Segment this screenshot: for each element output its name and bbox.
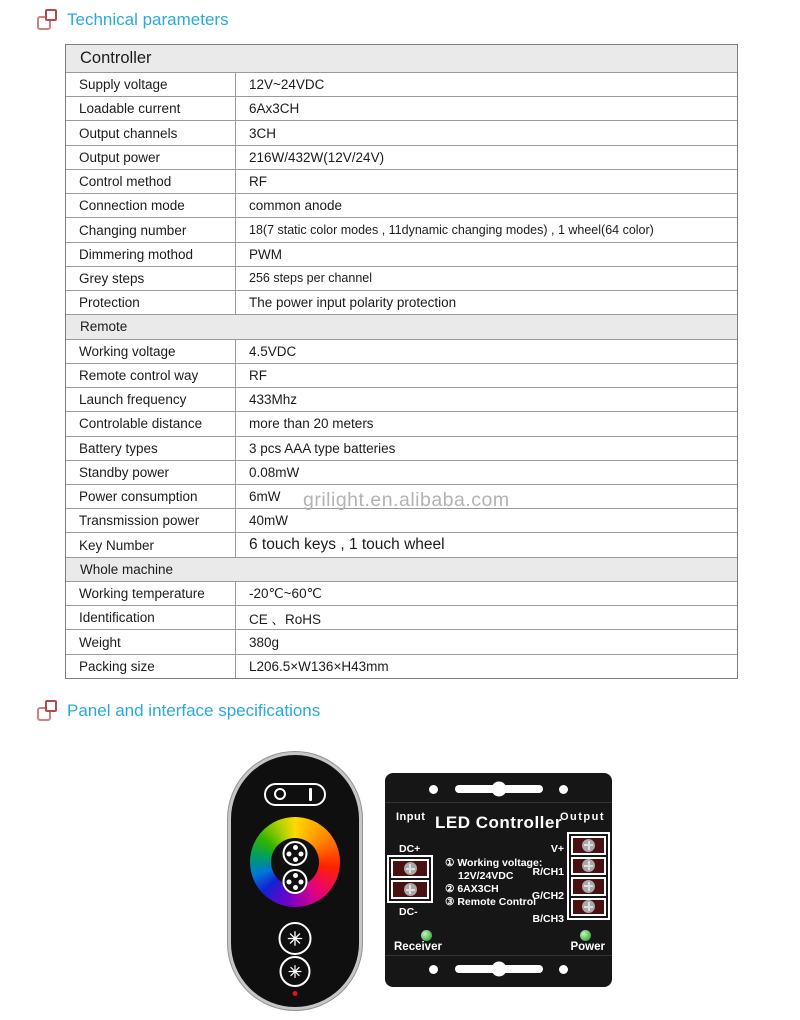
- screw-terminal: [391, 880, 429, 899]
- table-row: [66, 411, 737, 435]
- flange-divider: [385, 955, 612, 956]
- channel-label: G/CH2: [531, 889, 564, 902]
- input-label: Input: [396, 811, 426, 823]
- spec-label: Working voltage: [66, 340, 236, 363]
- table-row: [66, 436, 737, 460]
- table-row: [66, 581, 737, 605]
- spec-value: The power input polarity protection: [249, 295, 457, 311]
- spec-value: RF: [249, 174, 267, 190]
- overlapping-squares-icon: [36, 8, 60, 32]
- spec-label: Standby power: [66, 461, 236, 484]
- input-terminal-block: [387, 855, 433, 903]
- table-row: [66, 339, 737, 363]
- channel-label: B/CH3: [532, 912, 564, 925]
- table-row: [66, 120, 737, 144]
- spec-value: 3CH: [249, 125, 277, 141]
- mounting-hole: [429, 785, 438, 794]
- channel-label: R/CH1: [532, 866, 564, 879]
- table-section-row: [66, 45, 737, 72]
- overlapping-squares-icon: [36, 699, 60, 723]
- screw-icon: [404, 883, 417, 896]
- table-row: [66, 654, 737, 678]
- spec-value: 433Mhz: [249, 392, 298, 408]
- mounting-hole: [559, 965, 568, 974]
- spec-value: -20℃~60℃: [249, 585, 322, 601]
- spec-value: common anode: [249, 198, 343, 214]
- spec-label: Remote control way: [66, 364, 236, 387]
- table-row: [66, 460, 737, 484]
- asterisk-icon: [287, 963, 304, 980]
- spec-value: PWM: [249, 246, 282, 262]
- touch-key-dots-button-1: [283, 841, 308, 866]
- brightness-key-button-2: [280, 956, 311, 987]
- spec-value: 3 pcs AAA type batteries: [249, 440, 396, 456]
- touch-key-dots-button-2: [283, 869, 308, 894]
- spec-label: Dimmering mothod: [66, 243, 236, 266]
- spec-label: Output channels: [66, 121, 236, 144]
- spec-value: 18(7 static color modes , 11dynamic changing modes) , 1 wheel(64 color): [249, 223, 654, 238]
- spec-value: RF: [249, 367, 267, 383]
- power-label: Power: [570, 941, 605, 953]
- power-off-circle-icon: [274, 788, 286, 800]
- watermark-text: grilight.en.alibaba.com: [303, 489, 510, 511]
- table-section-row: [66, 557, 737, 581]
- mounting-slot: [455, 785, 543, 793]
- spec-label: Power consumption: [66, 485, 236, 508]
- table-row: [66, 629, 737, 653]
- table-row: [66, 72, 737, 96]
- output-channel-labels: [532, 843, 564, 925]
- table-row: [66, 484, 737, 508]
- spec-value: 256 steps per channel: [249, 271, 373, 286]
- dc-minus-label: DC-: [399, 906, 418, 918]
- table-row: [66, 242, 737, 266]
- screw-icon: [404, 862, 417, 875]
- receiver-led: [421, 930, 432, 941]
- remote-indicator-led: [293, 991, 298, 996]
- led-controller-image: [385, 773, 612, 987]
- table-row: [66, 266, 737, 290]
- spec-value: 380g: [249, 634, 280, 650]
- table-section-label: Remote: [80, 319, 128, 335]
- terminal-body: [393, 861, 427, 876]
- spec-label: Launch frequency: [66, 388, 236, 411]
- screw-terminal: [391, 859, 429, 878]
- table-row: [66, 145, 737, 169]
- screw-terminal: [571, 836, 606, 855]
- receiver-label: Receiver: [394, 941, 442, 953]
- remote-control-image: [228, 752, 362, 1010]
- heading-technical-parameters: [36, 8, 229, 32]
- spec-value: more than 20 meters: [249, 416, 374, 432]
- spec-label: Changing number: [66, 218, 236, 241]
- spec-label: Loadable current: [66, 97, 236, 120]
- spec-label: Working temperature: [66, 582, 236, 605]
- spec-label: Weight: [66, 630, 236, 653]
- channel-label: V+: [550, 843, 564, 855]
- controller-title: LED Controller: [435, 813, 562, 832]
- table-row: [66, 290, 737, 314]
- table-row: [66, 193, 737, 217]
- spec-table: [65, 44, 738, 679]
- spec-label: Packing size: [66, 655, 236, 678]
- flange-divider: [385, 802, 612, 803]
- screw-icon: [582, 839, 595, 852]
- heading-panel-interface: [36, 699, 320, 723]
- brightness-key-button-1: [279, 922, 312, 955]
- screw-terminal: [571, 857, 606, 876]
- power-button-graphic: [264, 783, 326, 806]
- terminal-body: [573, 859, 604, 874]
- spec-value: 6 touch keys , 1 touch wheel: [249, 536, 445, 554]
- controller-spec-list: [445, 857, 542, 909]
- table-row: [66, 387, 737, 411]
- power-led: [580, 930, 591, 941]
- terminal-body: [393, 882, 427, 897]
- mounting-hole: [559, 785, 568, 794]
- table-row: [66, 605, 737, 629]
- mounting-hole: [429, 965, 438, 974]
- spec-label: Controlable distance: [66, 412, 236, 435]
- spec-value: 12V~24VDC: [249, 77, 325, 93]
- dc-plus-label: DC+: [399, 843, 421, 855]
- terminal-body: [573, 879, 604, 894]
- asterisk-icon: [286, 929, 305, 948]
- spec-label: Control method: [66, 170, 236, 193]
- screw-terminal: [571, 877, 606, 896]
- spec-value: L206.5×W136×H43mm: [249, 658, 389, 674]
- table-row: [66, 532, 737, 556]
- spec-value: 4.5VDC: [249, 343, 297, 359]
- screw-icon: [582, 900, 595, 913]
- output-terminal-block: [567, 832, 610, 920]
- spec-label: Battery types: [66, 437, 236, 460]
- screw-icon: [582, 880, 595, 893]
- table-section-label: Whole machine: [80, 561, 174, 577]
- table-row: [66, 217, 737, 241]
- spec-label: Transmission power: [66, 509, 236, 532]
- spec-label: Identification: [66, 606, 236, 629]
- spec-value: 6mW: [249, 489, 281, 505]
- terminal-body: [573, 900, 604, 915]
- section-title: Panel and interface specifications: [67, 701, 321, 720]
- power-on-bar-icon: [309, 788, 312, 801]
- controller-spec-line: ② 6AX3CH: [445, 883, 499, 895]
- table-section-row: [66, 314, 737, 338]
- spec-value: 0.08mW: [249, 464, 300, 480]
- table-row: [66, 169, 737, 193]
- spec-label: Grey steps: [66, 267, 236, 290]
- table-section-label: Controller: [80, 49, 152, 67]
- spec-value: 216W/432W(12V/24V): [249, 149, 385, 165]
- spec-label: Key Number: [66, 533, 236, 556]
- mounting-slot: [455, 965, 543, 973]
- table-row: [66, 508, 737, 532]
- section-title: Technical parameters: [67, 10, 229, 29]
- spec-value: CE 、RoHS: [249, 611, 322, 627]
- controller-spec-line: ① Working voltage:: [445, 857, 543, 869]
- spec-label: Connection mode: [66, 194, 236, 217]
- spec-value: 40mW: [249, 513, 289, 529]
- output-label: Output: [559, 811, 605, 823]
- spec-label: Output power: [66, 146, 236, 169]
- spec-value: 6Ax3CH: [249, 101, 300, 117]
- screw-icon: [582, 859, 595, 872]
- spec-label: Supply voltage: [66, 73, 236, 96]
- spec-label: Protection: [66, 291, 236, 314]
- table-row: [66, 363, 737, 387]
- controller-spec-line: ③ Remote Control: [445, 896, 537, 908]
- controller-spec-line: 12V/24VDC: [458, 870, 514, 882]
- screw-terminal: [571, 898, 606, 917]
- table-row: [66, 96, 737, 120]
- terminal-body: [573, 838, 604, 853]
